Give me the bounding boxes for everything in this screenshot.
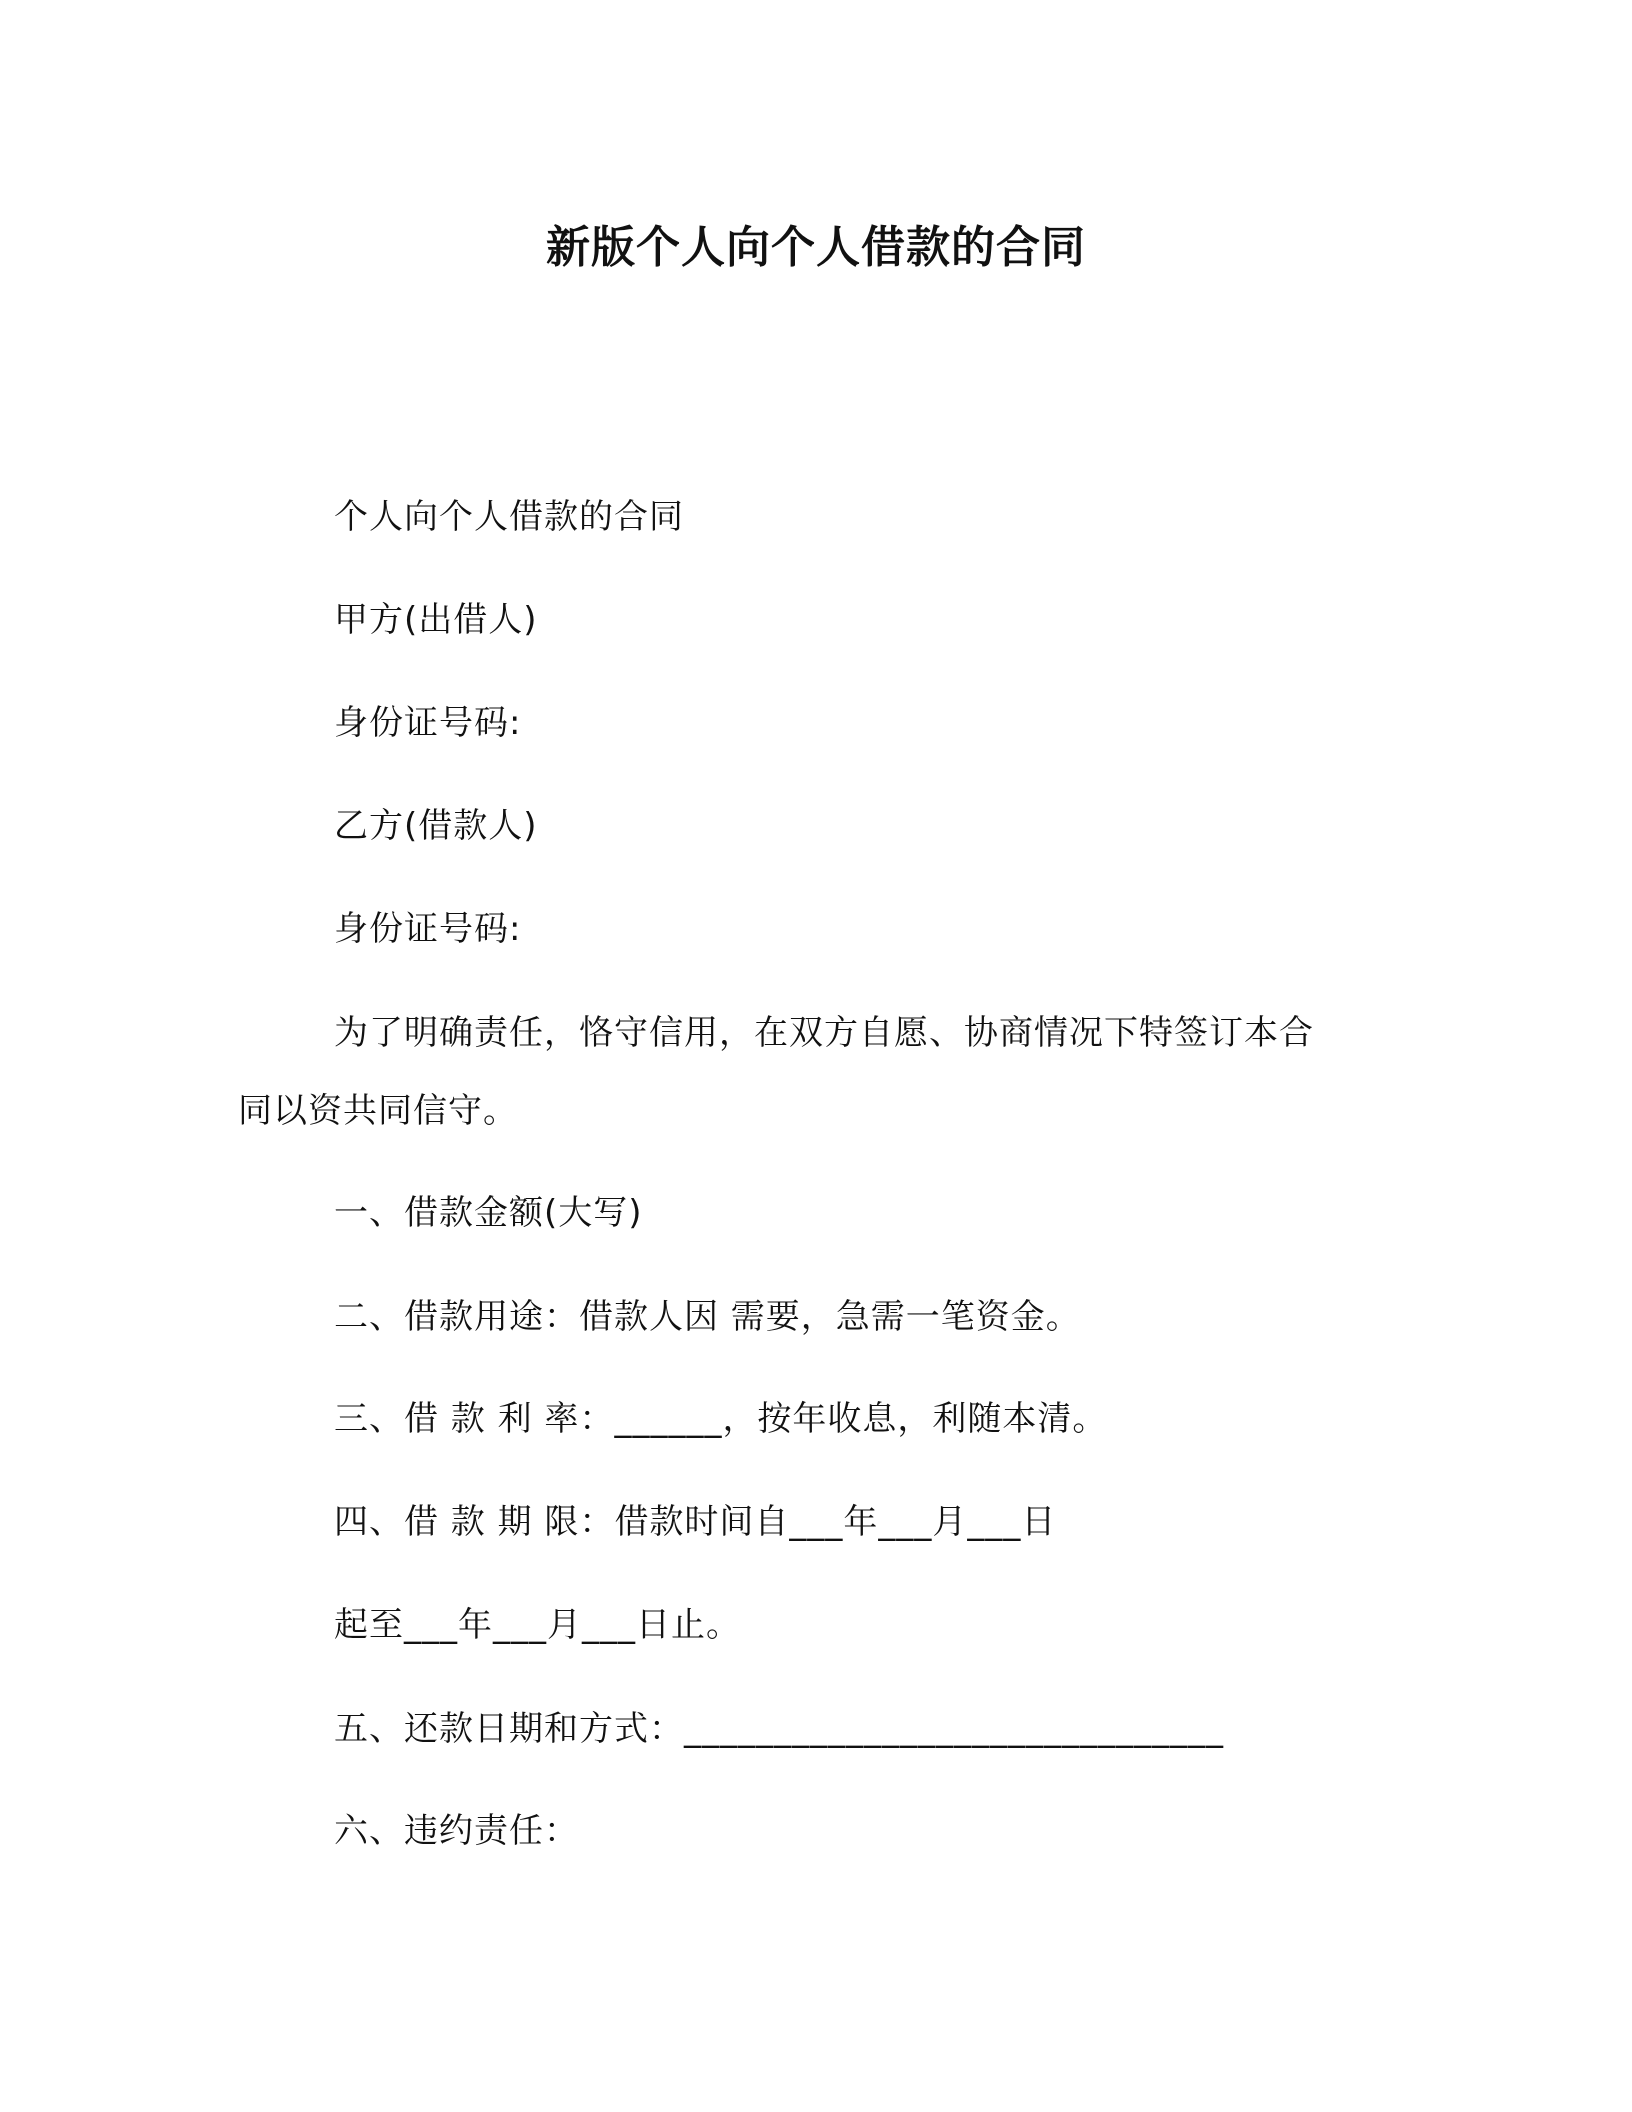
contract-subtitle: 个人向个人借款的合同 [334, 497, 684, 537]
clause-2-purpose: 二、借款用途：借款人因 需要，急需一笔资金。 [334, 1297, 1081, 1337]
clause-3-interest [334, 1394, 1107, 1444]
party-b-line: 乙方(借款人) [334, 806, 538, 846]
party-a-line: 甲方(出借人) [334, 600, 538, 640]
clause-5-repayment: 五、还款日期和方式：______________________________ [334, 1709, 1224, 1749]
clause-3-text: ______，按年收息，利随本清。 [614, 1399, 1108, 1439]
clause-4-label: 四、借 款 期 限： [334, 1502, 615, 1542]
clause-6-liability: 六、违约责任： [334, 1811, 579, 1851]
preamble-line-2: 同以资共同信守。 [238, 1091, 518, 1131]
clause-1-amount: 一、借款金额(大写) [334, 1193, 643, 1233]
preamble-line-1: 为了明确责任，恪守信用，在双方自愿、协商情况下特签订本合 [334, 1013, 1314, 1053]
party-a-id-line: 身份证号码: [334, 703, 522, 743]
clause-4-term [334, 1497, 1056, 1547]
clause-4-text: 借款时间自___年___月___日 [614, 1502, 1057, 1542]
clause-4-continuation: 起至___年___月___日止。 [334, 1605, 741, 1645]
clause-3-label: 三、借 款 利 率： [334, 1399, 615, 1439]
party-b-id-line: 身份证号码: [334, 909, 522, 949]
document-title: 新版个人向个人借款的合同 [546, 222, 1086, 273]
